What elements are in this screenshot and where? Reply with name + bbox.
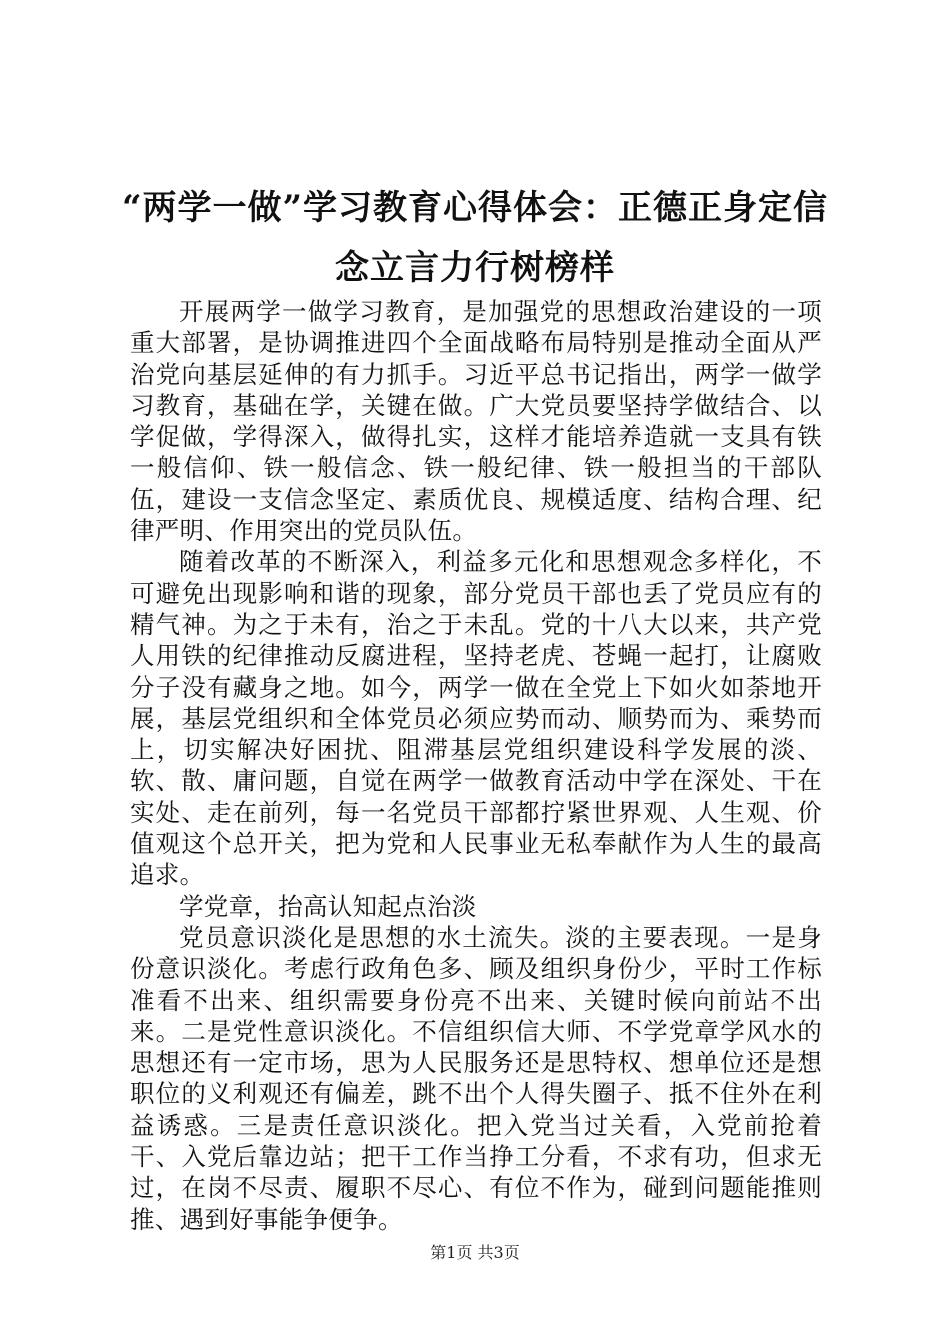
document-title: “两学一做”学习教育心得体会：正德正身定信念立言力行树榜样 (121, 188, 829, 288)
section-heading: 学党章，抬高认知起点治淡 (179, 891, 477, 921)
paragraph-1: 开展两学一做学习教育，是加强党的思想政治建设的一项重大部署，是协调推进四个全面战略布局特别是推动全面从严治党向基层延伸的有力抓手。习近平总书记指出，两学一做学习教育，基础在学，关键在做。广大党员要坚持学做结合、以学促做，学得深入，做得扎实，这样才能培养造就一支具有铁一般信仰、铁一般信念、铁一般纪律、铁一般担当的干部队伍，建设一支信念坚定、素质优良、规模适度、结构合理、纪律严明、作用突出的党员队伍。 (130, 297, 822, 546)
paragraph-3: 党员意识淡化是思想的水土流失。淡的主要表现。一是身份意识淡化。考虑行政角色多、顾及组织身份少，平时工作标准看不出来、组织需要身份亮不出来、关键时候向前站不出来。二是党性意识淡化。不信组织信大师、不学党章学风水的思想还有一定市场，思为人民服务还是思特权、想单位还是想职位的义利观还有偏差，跳不出个人得失圈子、抵不住外在利益诱惑。三是责任意识淡化。把入党当过关看，入党前抢着干、入党后靠边站；把干工作当挣工分看，不求有功，但求无过，在岗不尽责、履职不尽心、有位不作为，碰到问题能推则推、遇到好事能争便争。 (130, 922, 822, 1234)
document-body (130, 296, 822, 1235)
page-number-footer: 第1页 共3页 (430, 1243, 520, 1262)
paragraph-2: 随着改革的不断深入，利益多元化和思想观念多样化，不可避免出现影响和谐的现象，部分党员干部也丢了党员应有的精气神。为之于未有，治之于未乱。党的十八大以来，共产党人用铁的纪律推动反腐进程，坚持老虎、苍蝇一起打，让腐败分子没有藏身之地。如今，两学一做在全党上下如火如荼地开展，基层党组织和全体党员必须应势而动、顺势而为、乘势而上，切实解决好困扰、阻滞基层党组织建设科学发展的淡、软、散、庸问题，自觉在两学一做教育活动中学在深处、干在实处、走在前列，每一名党员干部都拧紧世界观、人生观、价值观这个总开关，把为党和人民事业无私奉献作为人生的最高追求。 (130, 547, 822, 890)
